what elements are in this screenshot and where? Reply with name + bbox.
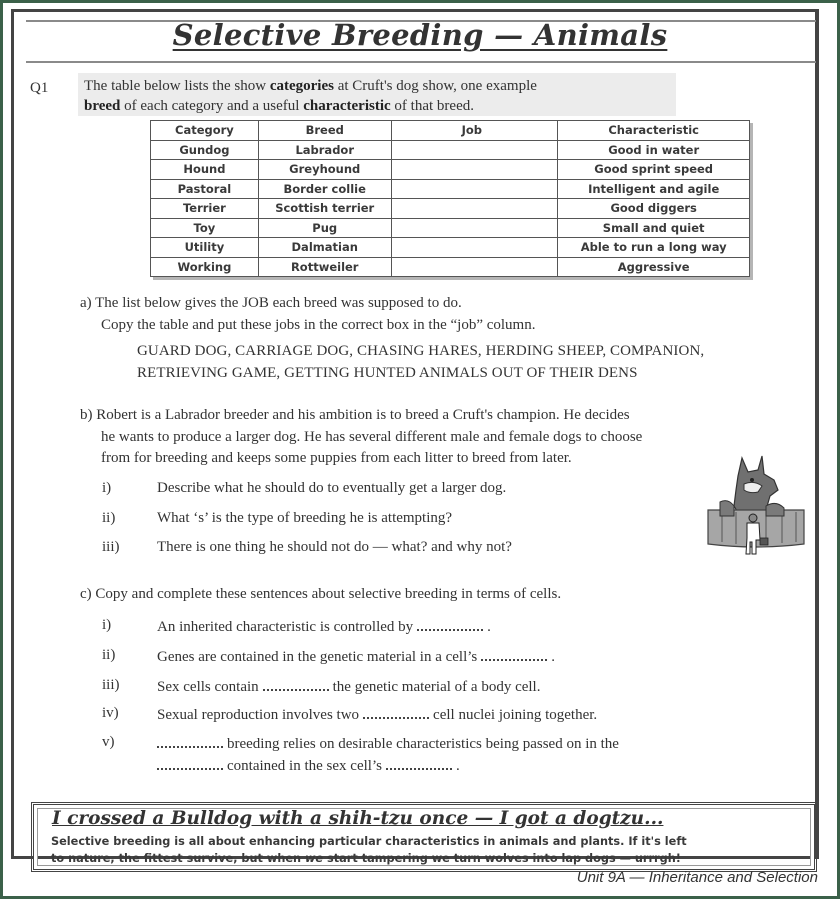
cell-category: Working — [151, 257, 259, 277]
cell-breed: Pug — [258, 218, 391, 238]
table-row — [151, 238, 750, 258]
sentence-end: . — [487, 619, 491, 635]
table-row — [151, 140, 750, 160]
summary-text — [51, 833, 811, 867]
part-a-line1: a) The list below gives the JOB each breed was supposed to do. — [80, 295, 462, 311]
summary-text-part: to nature, the fittest survive, but when — [51, 852, 305, 865]
intro-bold-characteristic: characteristic — [303, 98, 391, 114]
cell-characteristic: Good in water — [558, 140, 750, 160]
unit-label: Unit 9A — Inheritance and Selection — [576, 869, 818, 886]
sentence-start: Sexual reproduction involves two — [157, 707, 360, 723]
cell-category: Hound — [151, 160, 259, 180]
job-list-line2: RETRIEVING GAME, GETTING HUNTED ANIMALS OUT OF THEIR DENS — [137, 365, 638, 381]
item-number: v) — [102, 734, 115, 750]
item-text: There is one thing he should not do — what? and why not? — [157, 539, 512, 555]
table-header-row — [151, 121, 750, 141]
intro-bold-categories: categories — [269, 78, 334, 94]
sentence-start: An inherited characteristic is controlled by — [157, 619, 414, 635]
item-text — [157, 647, 555, 666]
blank-field — [481, 647, 547, 661]
cell-job — [391, 179, 558, 199]
table-row — [151, 199, 750, 219]
cell-characteristic: Good diggers — [558, 199, 750, 219]
cell-category: Terrier — [151, 199, 259, 219]
cell-job — [391, 257, 558, 277]
cell-job — [391, 238, 558, 258]
blank-field — [157, 734, 223, 748]
table-row — [151, 257, 750, 277]
cell-breed: Greyhound — [258, 160, 391, 180]
item-number: iii) — [102, 677, 120, 693]
table-row — [151, 218, 750, 238]
cell-characteristic: Good sprint speed — [558, 160, 750, 180]
item-text — [157, 677, 540, 696]
cell-job — [391, 218, 558, 238]
cell-breed: Dalmatian — [258, 238, 391, 258]
cell-breed: Scottish terrier — [258, 199, 391, 219]
item-number: iii) — [102, 539, 120, 555]
blank-field — [417, 617, 483, 631]
item-text: What ‘s’ is the type of breeding he is attempting? — [157, 510, 453, 526]
table-row — [151, 179, 750, 199]
summary-line2 — [51, 850, 811, 867]
summary-line1: Selective breeding is all about enhancing particular characteristics in animals and plants. If it's left — [51, 835, 687, 848]
title-bottom-rule — [26, 61, 816, 63]
sentence-part: breeding relies on desirable characteristics being passed on in the — [227, 736, 619, 752]
dog-categories-table — [150, 120, 750, 277]
summary-text-part: start tampering we turn wolves into lap dogs — urrrgh! — [323, 852, 681, 865]
item-number: ii) — [102, 510, 116, 526]
cell-characteristic: Small and quiet — [558, 218, 750, 238]
cell-job — [391, 199, 558, 219]
sentence-start: Genes are contained in the genetic material in a cell’s — [157, 649, 478, 665]
sentence-end: . — [551, 649, 556, 665]
blank-field — [157, 756, 223, 770]
cell-characteristic: Aggressive — [558, 257, 750, 277]
cell-job — [391, 160, 558, 180]
cell-category: Gundog — [151, 140, 259, 160]
cell-category: Toy — [151, 218, 259, 238]
cell-characteristic: Able to run a long way — [558, 238, 750, 258]
item-number: i) — [102, 480, 112, 496]
question-number: Q1 — [30, 80, 49, 96]
cell-characteristic: Intelligent and agile — [558, 179, 750, 199]
summary-text-emphasis: we — [305, 852, 324, 865]
blank-field — [363, 705, 429, 719]
page-title: Selective Breeding — Animals — [172, 18, 668, 52]
blank-field — [263, 677, 329, 691]
part-b-line3: from for breeding and keeps some puppies from each litter to breed from later. — [101, 450, 572, 466]
item-text — [157, 705, 597, 724]
header-job: Job — [391, 121, 558, 141]
header-characteristic: Characteristic — [558, 121, 750, 141]
table-row — [151, 160, 750, 180]
job-list-line1: GUARD DOG, CARRIAGE DOG, CHASING HARES, HERDING SHEEP, COMPANION, — [137, 343, 705, 359]
cell-breed: Labrador — [258, 140, 391, 160]
blank-field — [386, 756, 452, 770]
header-category: Category — [151, 121, 259, 141]
intro-bold-breed: breed — [84, 98, 121, 114]
cell-breed: Border collie — [258, 179, 391, 199]
cell-job — [391, 140, 558, 160]
intro-text: of that breed. — [390, 98, 474, 114]
dog-fence-illustration-icon — [700, 450, 810, 560]
intro-text: of each category and a useful — [120, 98, 304, 114]
part-a-line2: Copy the table and put these jobs in the correct box in the “job” column. — [101, 317, 536, 333]
cell-category: Pastoral — [151, 179, 259, 199]
item-number: iv) — [102, 705, 119, 721]
job-list — [137, 340, 704, 384]
item-text — [153, 756, 460, 775]
cell-category: Utility — [151, 238, 259, 258]
header-breed: Breed — [258, 121, 391, 141]
sentence-end: the genetic material of a body cell. — [332, 679, 541, 695]
intro-text: The table below lists the show — [84, 78, 270, 94]
item-text — [157, 617, 491, 636]
item-number: ii) — [102, 647, 116, 663]
item-number: i) — [102, 617, 112, 633]
part-b-line1: b) Robert is a Labrador breeder and his ambition is to breed a Cruft's champion. He decides — [80, 407, 630, 423]
intro-text: at Cruft's dog show, one example — [333, 78, 537, 94]
item-text: Describe what he should do to eventually get a larger dog. — [157, 480, 507, 496]
sentence-end: . — [455, 758, 460, 774]
part-c-intro: c) Copy and complete these sentences about selective breeding in terms of cells. — [80, 586, 562, 602]
sentence-end: cell nuclei joining together. — [433, 707, 598, 723]
part-b-line2: he wants to produce a larger dog. He has several different male and female dogs to choose — [101, 429, 643, 445]
cell-breed: Rottweiler — [258, 257, 391, 277]
sentence-part: contained in the sex cell’s — [227, 758, 382, 774]
item-text — [153, 734, 619, 753]
sentence-start: Sex cells contain — [157, 679, 259, 695]
summary-title: I crossed a Bulldog with a shih-tzu once — I got a dogtzu... — [52, 808, 664, 829]
question-intro — [78, 73, 676, 116]
